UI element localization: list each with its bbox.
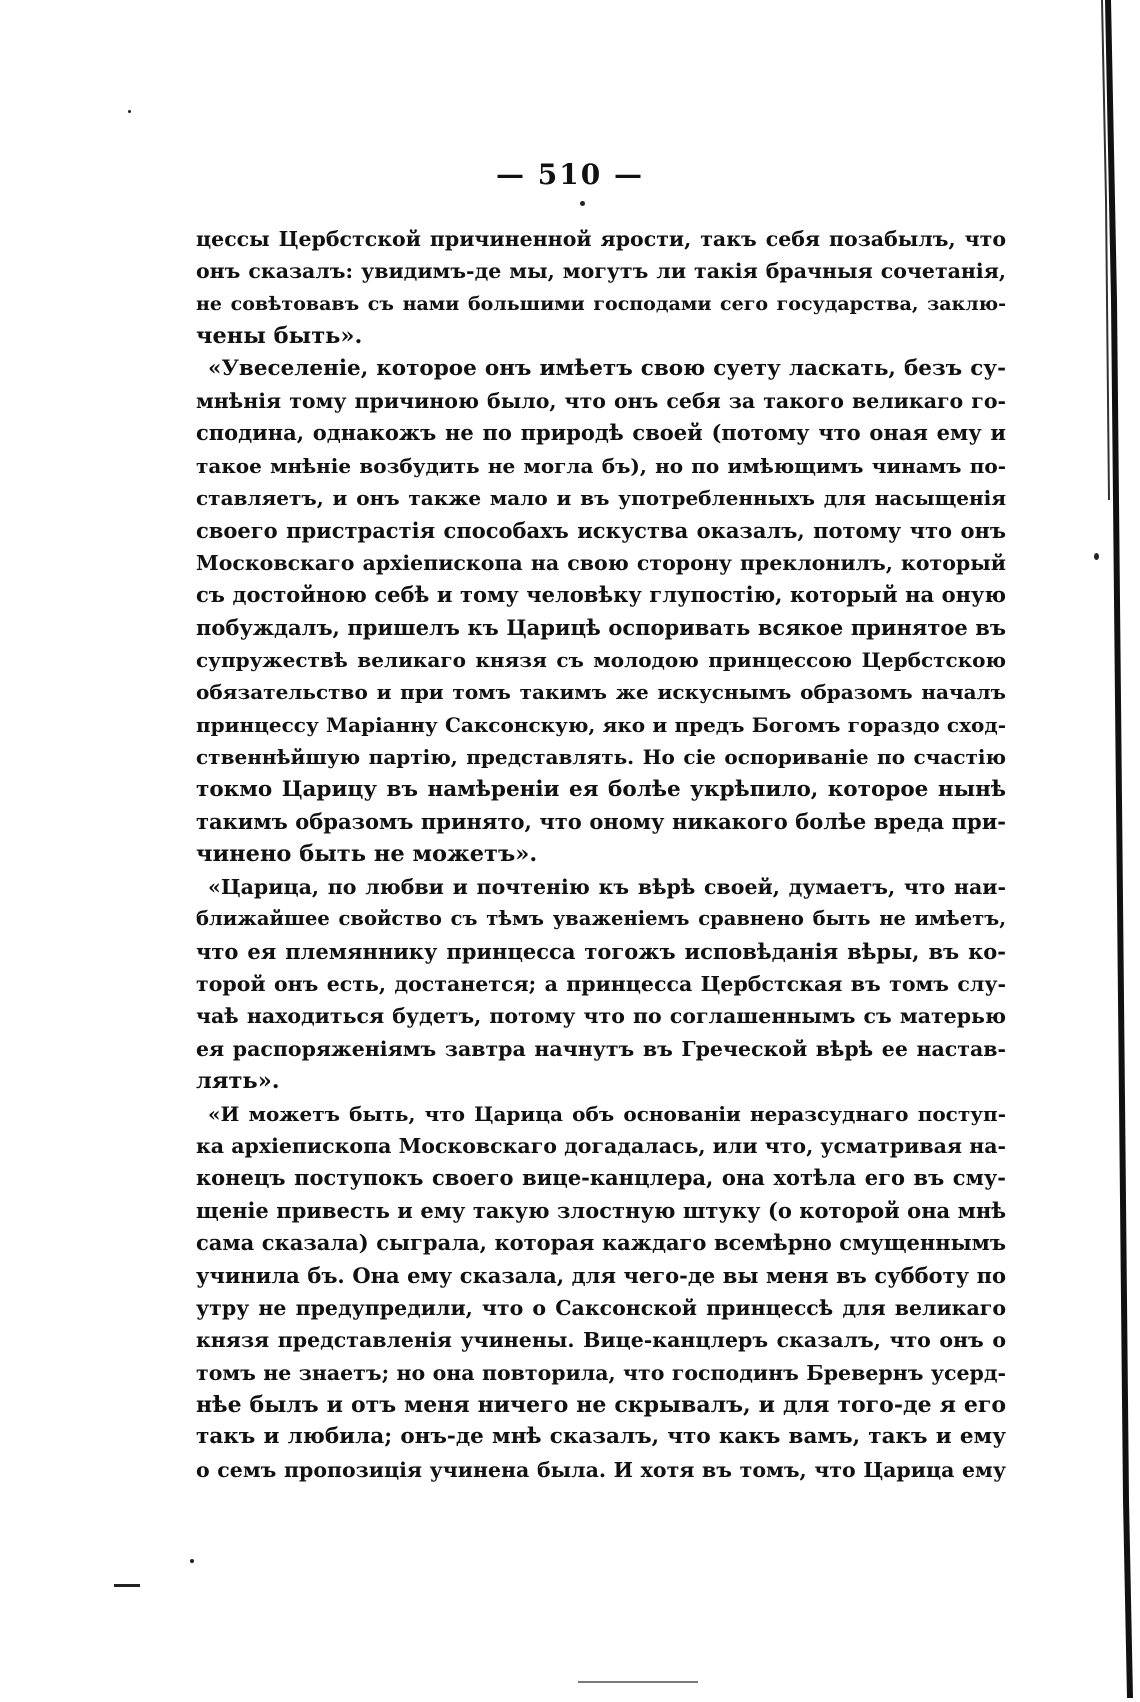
text-line: конецъ поступокъ своего вице-канцлера, она хотѣла его въ сму- [196,1165,1006,1191]
text-line: онъ сказалъ: увидимъ-де мы, могутъ ли такія брачныя сочетанія, [196,259,1006,284]
text-line: томъ не знаетъ; но она повторила, что господинъ Бревернъ усерд- [196,1360,1006,1385]
scan-speck [128,110,131,113]
text-line: своего пристрастія способахъ искуства оказалъ, потому что онъ [196,517,1006,543]
text-line: ка архіепископа Московскаго догадалась, или что, усматривая на- [196,1133,1006,1158]
text-line: князя представленія учинены. Вице-канцлеръ сказалъ, что онъ о [196,1328,1006,1353]
page-edge-shadow [1100,0,1140,1698]
scan-dash-mark [114,1584,140,1587]
text-line: ея распоряженіямъ завтра начнутъ въ Греческой вѣрѣ ее настав- [196,1036,1006,1061]
text-line: такъ и любила; онъ-де мнѣ сказалъ, что какъ вамъ, такъ и ему [196,1424,1006,1450]
text-line: утру не предупредили, что о Саксонской принцессѣ для великаго [196,1295,1006,1320]
text-line: «Увеселеніе, которое онъ имѣетъ свою суету ласкать, безъ су- [208,355,1006,381]
text-line: ставляетъ, и онъ также мало и въ употребленныхъ для насыщенія [196,486,1006,511]
scan-speck [580,201,585,206]
text-line: «И можетъ быть, что Царица объ основаніи неразсуднаго поступ- [208,1101,1006,1126]
text-line: супружествѣ великаго князя съ молодою принцессою Цербстскою [196,648,1006,673]
text-line: съ достойною себѣ и тому человѣку глупостію, который на оную [196,582,1006,608]
scan-speck [190,1559,194,1563]
text-line: обязательство и при томъ такимъ же искуснымъ образомъ началъ [196,680,1006,705]
text-line: чаѣ находиться будетъ, потому что по соглашеннымъ съ матерью [196,1004,1006,1029]
text-line: цессы Цербстской причиненной ярости, такъ себя позабылъ, что [196,227,1006,251]
scan-speck [1094,553,1099,560]
text-line: такое мнѣніе возбудить не могла бъ), но по имѣющимъ чинамъ по- [196,453,1006,478]
text-line: сама сказала) сыграла, которая каждаго всемѣрно смущеннымъ [196,1230,1006,1256]
text-line: ственнѣйшую партію, представлять. Но сіе оспориваніе по счастію [196,745,1006,770]
text-line: что ея племяннику принцесса тогожъ исповѣданія вѣры, въ ко- [196,938,1006,964]
text-line: такимъ образомъ принято, что оному никакого болѣе вреда при- [196,809,1006,835]
text-line: ближайшее свойство съ тѣмъ уваженіемъ сравнено быть не имѣетъ, [196,907,1006,931]
page-text [196,223,1006,1486]
text-line: чены быть». [196,323,363,350]
text-line: нѣе былъ и отъ меня ничего не скрывалъ, и для того-де я его [196,1392,1006,1419]
text-line: сподина, однакожъ не по природѣ своей (потому что оная ему и [196,420,1006,446]
text-line: не совѣтовавъ съ нами большими господами сего государства, заклю- [196,292,1006,315]
text-line: о семъ пропозиція учинена была. И хотя въ томъ, что Царица ему [196,1457,1006,1482]
text-line: Московскаго архіепископа на свою сторону преклонилъ, который [196,550,1006,575]
text-line: мнѣнія тому причиною было, что онъ себя за такого великаго го- [196,388,1006,413]
page-number: — 510 — [496,158,644,191]
binding-edge-graphic [1100,0,1140,1698]
text-line: учинила бъ. Она ему сказала, для чего-де вы меня въ субботу по [196,1262,1006,1288]
scan-bottom-mark [578,1681,698,1683]
text-line: лять». [196,1068,280,1095]
text-line: щеніе привесть и ему такую злостную штуку (о которой она мнѣ [196,1197,1006,1223]
text-line: чинено быть не можетъ». [196,841,538,868]
text-line: торой онъ есть, достанется; а принцесса Цербстская въ томъ слу- [196,971,1006,996]
text-line: побуждалъ, пришелъ къ Царицѣ оспоривать всякое принятое въ [196,614,1006,640]
text-line: принцессу Маріанну Саксонскую, яко и предъ Богомъ гораздо сход- [196,712,1006,737]
text-line: «Царица, по любви и почтенію къ вѣрѣ своей, думаетъ, что наи- [208,874,1006,899]
text-line: токмо Царицу въ намѣреніи ея болѣе укрѣпило, которое нынѣ [196,776,1006,802]
